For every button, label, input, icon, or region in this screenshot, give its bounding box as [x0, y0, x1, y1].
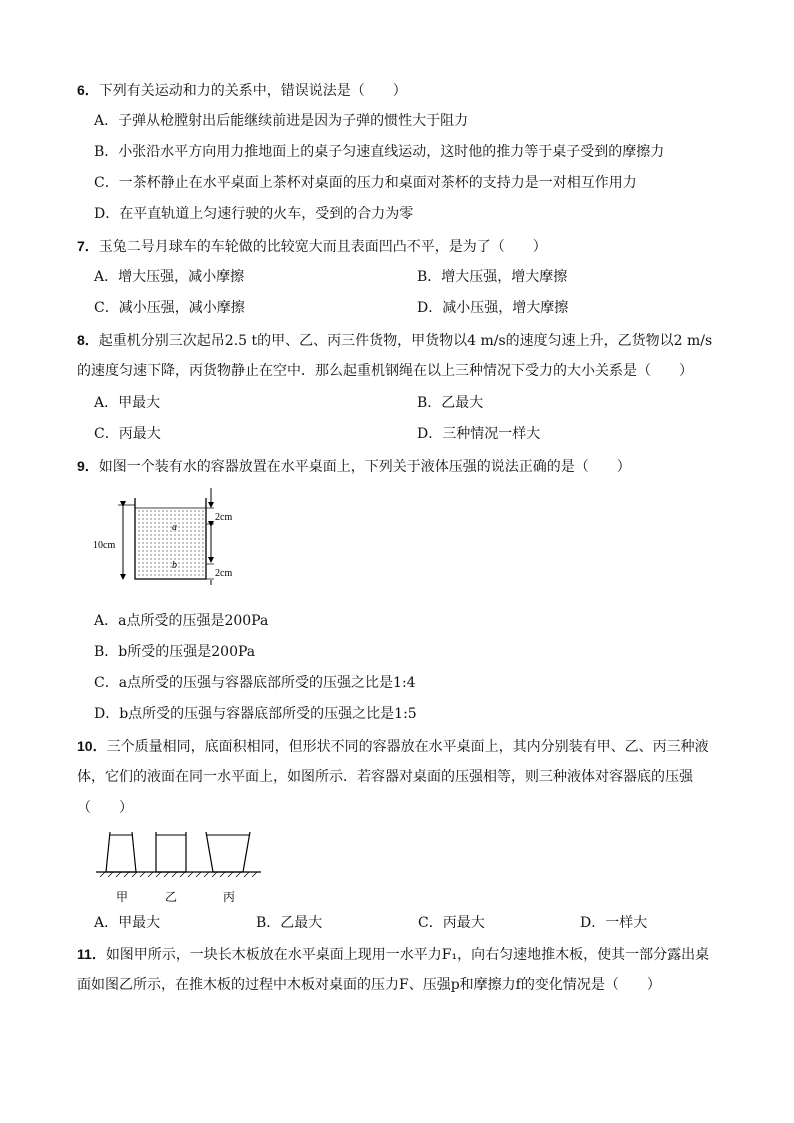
container-bing [206, 832, 250, 872]
question-6-option-c[interactable]: C．一茶杯静止在水平桌面上茶杯对桌面的压力和桌面对茶杯的支持力是一对相互作用力 [94, 175, 637, 191]
question-text: 如图甲所示，一块长木板放在水平桌面上现用一水平力F₁，向右匀速地推木板，使其一部分露出桌 [105, 947, 710, 963]
question-11-stem-continued: 面如图乙所示，在推木板的过程中木板对桌面的压力F、压强p和摩擦力f的变化情况是（ ） [77, 977, 661, 993]
container-yi [156, 832, 186, 872]
bottom-gap-label: 2cm [215, 568, 233, 579]
question-8-option-a[interactable]: A．甲最大 [94, 395, 161, 411]
question-number: 9 [77, 458, 85, 474]
question-9-option-b[interactable]: B．b所受的压强是200Pa [94, 644, 256, 660]
water-fill [135, 508, 206, 579]
question-10-stem-continued: 体，它们的液面在同一水平面上，如图所示．若容器对桌面的压强相等，则三种液体对容器底的压强 [77, 769, 693, 785]
question-7-option-b[interactable]: B．增大压强，增大摩擦 [417, 269, 568, 285]
label-yi: 乙 [165, 890, 178, 904]
point-b-label: b [172, 560, 177, 571]
question-9-option-d[interactable]: D．b点所受的压强与容器底部所受的压强之比是1:5 [94, 706, 417, 722]
question-7-stem: 7．玉兔二号月球车的车轮做的比较宽大而且表面凹凸不平，是为了（ ） [77, 238, 547, 255]
height-label: 10cm [93, 540, 116, 551]
question-8-option-c[interactable]: C．丙最大 [94, 426, 161, 442]
question-8-option-d[interactable]: D．三种情况一样大 [417, 426, 541, 442]
question-6-option-d[interactable]: D．在平直轨道上匀速行驶的火车，受到的合力为零 [94, 206, 414, 222]
label-jia: 甲 [116, 890, 129, 904]
question-8-option-b[interactable]: B．乙最大 [417, 395, 484, 411]
point-a-label: a [172, 522, 177, 533]
question-6-stem: 6．下列有关运动和力的关系中，错误说法是（ ） [77, 82, 407, 99]
question-6-option-b[interactable]: B．小张沿水平方向用力推地面上的桌子匀速直线运动，这时他的推力等于桌子受到的摩擦力 [94, 144, 665, 160]
question-7-option-c[interactable]: C．减小压强，减小摩擦 [94, 300, 245, 316]
question-10-option-b[interactable]: B．乙最大 [256, 915, 323, 931]
question-8-stem-continued: 的速度匀速下降，丙货物静止在空中．那么起重机钢绳在以上三种情况下受力的大小关系是（ ） [77, 363, 693, 379]
label-bing: 丙 [223, 890, 236, 904]
question-number: 11 [77, 946, 92, 962]
container-jia [106, 832, 136, 872]
three-containers-figure [96, 826, 266, 908]
question-9-stem: 9．如图一个装有水的容器放置在水平桌面上，下列关于液体压强的说法正确的是（ ） [77, 458, 631, 475]
question-number: 10 [77, 738, 93, 754]
question-text: 如图一个装有水的容器放置在水平桌面上，下列关于液体压强的说法正确的是（ ） [98, 459, 631, 475]
question-text: 玉兔二号月球车的车轮做的比较宽大而且表面凹凸不平，是为了（ ） [98, 239, 547, 255]
question-text: 三个质量相同，底面积相同，但形状不同的容器放在水平桌面上，其内分别装有甲、乙、丙三种液 [106, 739, 709, 755]
question-9-option-c[interactable]: C．a点所受的压强与容器底部所受的压强之比是1:4 [94, 675, 416, 691]
question-number: 7 [77, 238, 85, 254]
question-10-option-c[interactable]: C．丙最大 [418, 915, 485, 931]
container-pressure-figure [90, 486, 250, 586]
question-7-option-a[interactable]: A．增大压强，减小摩擦 [94, 269, 245, 285]
question-text: 起重机分别三次起吊2.5 t的甲、乙、丙三件货物，甲货物以4 m/s的速度匀速上升，乙货物以2 m/s [98, 333, 713, 349]
question-8-stem: 8．起重机分别三次起吊2.5 t的甲、乙、丙三件货物，甲货物以4 m/s的速度匀速上升，乙货物以2 m/s [77, 332, 713, 349]
question-11-stem: 11．如图甲所示，一块长木板放在水平桌面上现用一水平力F₁，向右匀速地推木板，使其一部分露出桌 [77, 946, 710, 963]
question-10-stem: 10．三个质量相同，底面积相同，但形状不同的容器放在水平桌面上，其内分别装有甲、乙、丙三种液 [77, 738, 709, 755]
question-10-option-a[interactable]: A．甲最大 [94, 915, 161, 931]
question-10-answer-bracket: （ ） [77, 800, 133, 816]
question-text: 下列有关运动和力的关系中，错误说法是（ ） [98, 83, 407, 99]
question-number: 8 [77, 332, 85, 348]
question-10-option-d[interactable]: D．一样大 [580, 915, 648, 931]
question-number: 6 [77, 82, 85, 98]
question-9-option-a[interactable]: A．a点所受的压强是200Pa [94, 613, 269, 629]
top-gap-label: 2cm [215, 512, 233, 523]
question-6-option-a[interactable]: A．子弹从枪膛射出后能继续前进是因为子弹的惯性大于阻力 [94, 113, 469, 129]
question-7-option-d[interactable]: D．减小压强，增大摩擦 [417, 300, 569, 316]
